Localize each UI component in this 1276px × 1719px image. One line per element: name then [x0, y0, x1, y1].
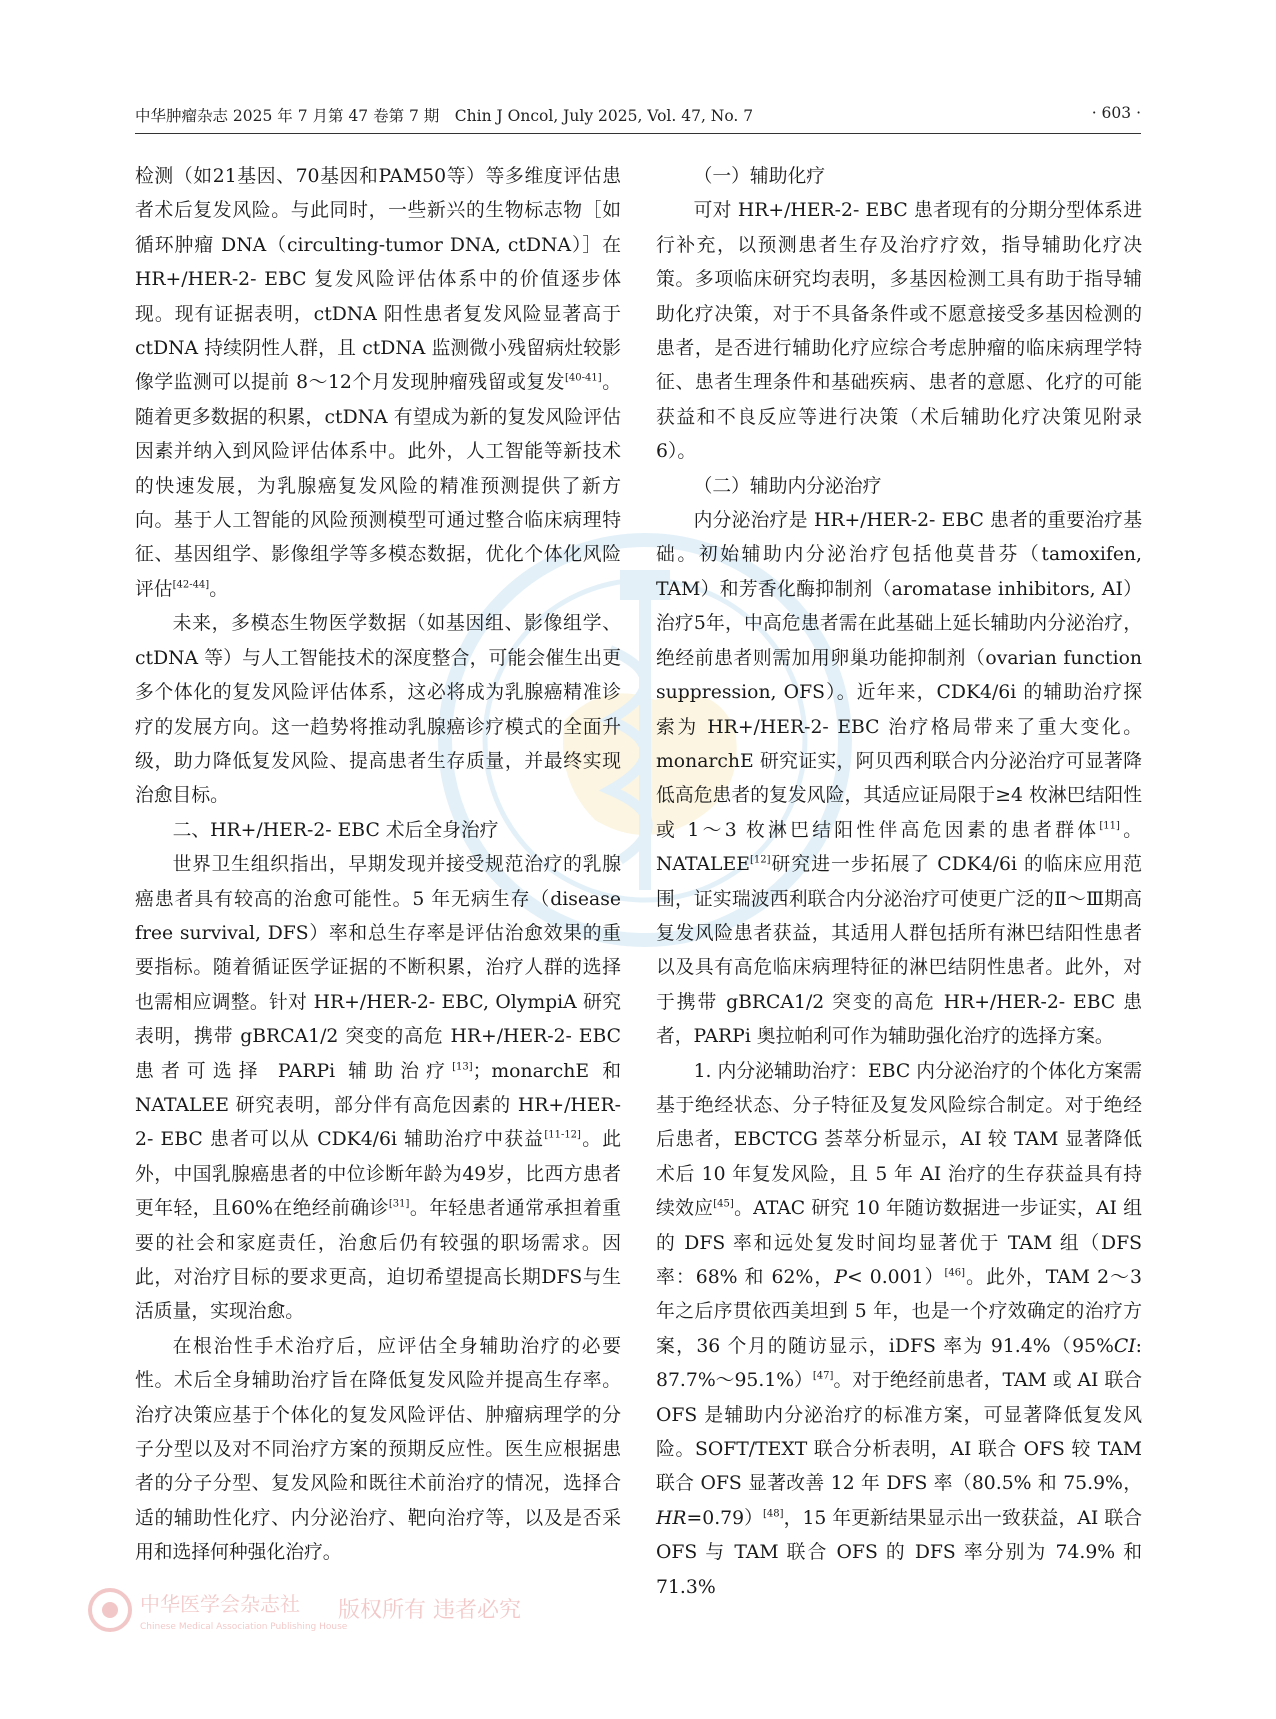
rights-notice: 版权所有 违者必究 [338, 1598, 521, 1623]
publisher-logo-watermark [88, 1585, 528, 1635]
right-column [656, 160, 1142, 1605]
citation: [11] [1099, 820, 1120, 832]
paragraph: 检测（如21基因、70基因和PAM50等）等多维度评估患者术后复发风险。与此同时，一些新兴的生物标志物［如循环肿瘤 DNA（circulting-tumor DNA, ctDNA）］在 HR+/HER-2- EBC 复发风险评估体系中的价值逐步体现。现有证据表明，ctDNA 阳性患者复发风险显著高于 ctDNA 持续阴性人群，且 ctDNA 监测微小残留病灶较影像学监测可以提前 8～12个月发现肿瘤残留或复发[40-41]。随着更多数据的积累，ctDNA 有望成为新的复发风险评估因素并纳入到风险评估体系中。此外，人工智能等新技术的快速发展，为乳腺癌复发风险的精准预测提供了新方向。基于人工智能的风险预测模型可通过整合临床病理特征、基因组学、影像组学等多模态数据，优化个体化风险评估[42-44]。 [135, 166, 621, 600]
left-column [135, 160, 621, 1571]
running-header [135, 104, 1141, 130]
journal-citation: 中华肿瘤杂志 2025 年 7 月第 47 卷第 7 期 Chin J Oncol, July 2025, Vol. 47, No. 7 [135, 107, 754, 125]
citation: [11-12] [544, 1130, 581, 1142]
paragraph: 内分泌治疗是 HR+/HER-2- EBC 患者的重要治疗基础。初始辅助内分泌治疗包括他莫昔芬（tamoxifen, TAM）和芳香化酶抑制剂（aromatase inhibitors, AI）治疗5年，中高危患者需在此基础上延长辅助内分泌治疗，绝经前患者则需加用卵巢功能抑制剂（ovarian function suppression, OFS）。近年来，CDK4/6i 的辅助治疗探索为 HR+/HER-2- EBC 治疗格局带来了重大变化。monarchE 研究证实，阿贝西利联合内分泌治疗可显著降低高危患者的复发风险，其适应证局限于≥4 枚淋巴结阳性或 1～3 枚淋巴结阳性伴高危因素的患者群体[11]。NATALEE[12]研究进一步拓展了 CDK4/6i 的临床应用范围，证实瑞波西利联合内分泌治疗可使更广泛的Ⅱ～Ⅲ期高复发风险患者获益，其适用人群包括所有淋巴结阳性患者以及具有高危临床病理特征的淋巴结阴性患者。此外，对于携带 gBRCA1/2 突变的高危 HR+/HER-2- EBC 患者，PARPi 奥拉帕利可作为辅助强化治疗的选择方案。 [656, 510, 1142, 1048]
citation: [45] [713, 1198, 734, 1210]
citation: [42-44] [172, 579, 210, 591]
paragraph: 未来，多模态生物医学数据（如基因组、影像组学、ctDNA 等）与人工智能技术的深度整合，可能会催生出更多个体化的复发风险评估体系，这必将成为乳腺癌精准诊疗的发展方向。这一趋势将推动乳腺癌诊疗模式的全面升级，助力降低复发风险、提高患者生存质量，并最终实现治愈目标。 [135, 613, 621, 807]
header-divider [135, 133, 1141, 134]
stat-label: P [834, 1267, 847, 1288]
paragraph: 世界卫生组织指出，早期发现并接受规范治疗的乳腺癌患者具有较高的治愈可能性。5 年无病生存（disease free survival, DFS）率和总生存率是评估治愈效果的重要指标。随着循证医学证据的不断积累，治疗人群的选择也需相应调整。针对 HR+/HER-2- EBC, OlympiA 研究表明，携带 gBRCA1/2 突变的高危 HR+/HER-2- EBC 患者可选择 PARPi 辅助治疗[13]；monarchE 和 NATALEE 研究表明，部分伴有高危因素的 HR+/HER-2- EBC 患者可以从 CDK4/6i 辅助治疗中获益[11-12]。此外，中国乳腺癌患者的中位诊断年龄为49岁，比西方患者更年轻，且60%在绝经前确诊[31]。年轻患者通常承担着重要的社会和家庭责任，治愈后仍有较强的职场需求。因此，对治疗目标的要求更高，迫切希望提高长期DFS与生活质量，实现治愈。 [135, 854, 622, 1323]
publisher-name-en: Chinese Medical Association Publishing House [140, 1622, 348, 1632]
subsection-heading: （二）辅助内分泌治疗 [693, 475, 882, 497]
stat-label: CI [1113, 1335, 1136, 1357]
citation: [13] [452, 1061, 473, 1073]
citation: [31] [388, 1198, 410, 1210]
paragraph: 可对 HR+/HER-2- EBC 患者现有的分期分型体系进行补充，以预测患者生存及治疗疗效，指导辅助化疗决策。多项临床研究均表明，多基因检测工具有助于指导辅助化疗决策，对于不具备条件或不愿意接受多基因检测的患者，是否进行辅助化疗应综合考虑肿瘤的临床病理学特征、患者生理条件和基础疾病、患者的意愿、化疗的可能获益和不良反应等进行决策（术后辅助化疗决策见附录6）。 [656, 200, 1142, 463]
paragraph: 在根治性手术治疗后，应评估全身辅助治疗的必要性。术后全身辅助治疗旨在降低复发风险并提高生存率。治疗决策应基于个体化的复发风险评估、肿瘤病理学的分子分型以及对不同治疗方案的预期反应性。医生应根据患者的分子分型、复发风险和既往术前治疗的情况，选择合适的辅助性化疗、内分泌治疗、靶向治疗等，以及是否采用和选择何种强化治疗。 [135, 1335, 621, 1564]
subsection-heading: （一）辅助化疗 [693, 166, 826, 187]
stat-label: HR [656, 1507, 687, 1529]
citation: [48] [763, 1508, 784, 1520]
citation: [40-41] [565, 373, 602, 385]
publisher-name-cn: 中华医学会杂志社 [140, 1592, 300, 1616]
citation: [12] [749, 854, 771, 866]
page-number: · 603 · [1091, 104, 1141, 122]
citation: [47] [812, 1370, 834, 1382]
paragraph: 1. 内分泌辅助治疗：EBC 内分泌治疗的个体化方案需基于绝经状态、分子特征及复发风险综合制定。对于绝经后患者，EBCTCG 荟萃分析显示，AI 较 TAM 显著降低术后 10 年复发风险，且 5 年 AI 治疗的生存获益具有持续效应[45]。ATAC 研究 10 年随访数据进一步证实，AI 组的 DFS 率和远处复发时间均显著优于 TAM 组（DFS 率：68% 和 62%，P< 0.001）[46]。此外，TAM 2～3 年之后序贯依西美坦到 5 年，也是一个疗效确定的治疗方案，36 个月的随访显示，iDFS 率为 91.4%（95%CI: 87.7%～95.1%）[47]。对于绝经前患者，TAM 或 AI 联合 OFS 是辅助内分泌治疗的标准方案，可显著降低复发风险。SOFT/TEXT 联合分析表明，AI 联合 OFS 较 TAM 联合 OFS 显著改善 12 年 DFS 率（80.5% 和 75.9%，HR=0.79）[48]，15 年更新结果显示出一致获益，AI 联合 OFS 与 TAM 联合 OFS 的 DFS 率分别为 74.9% 和 71.3% [656, 1060, 1143, 1598]
section-heading: 二、HR+/HER-2- EBC 术后全身治疗 [172, 819, 499, 841]
citation: [46] [944, 1267, 966, 1279]
